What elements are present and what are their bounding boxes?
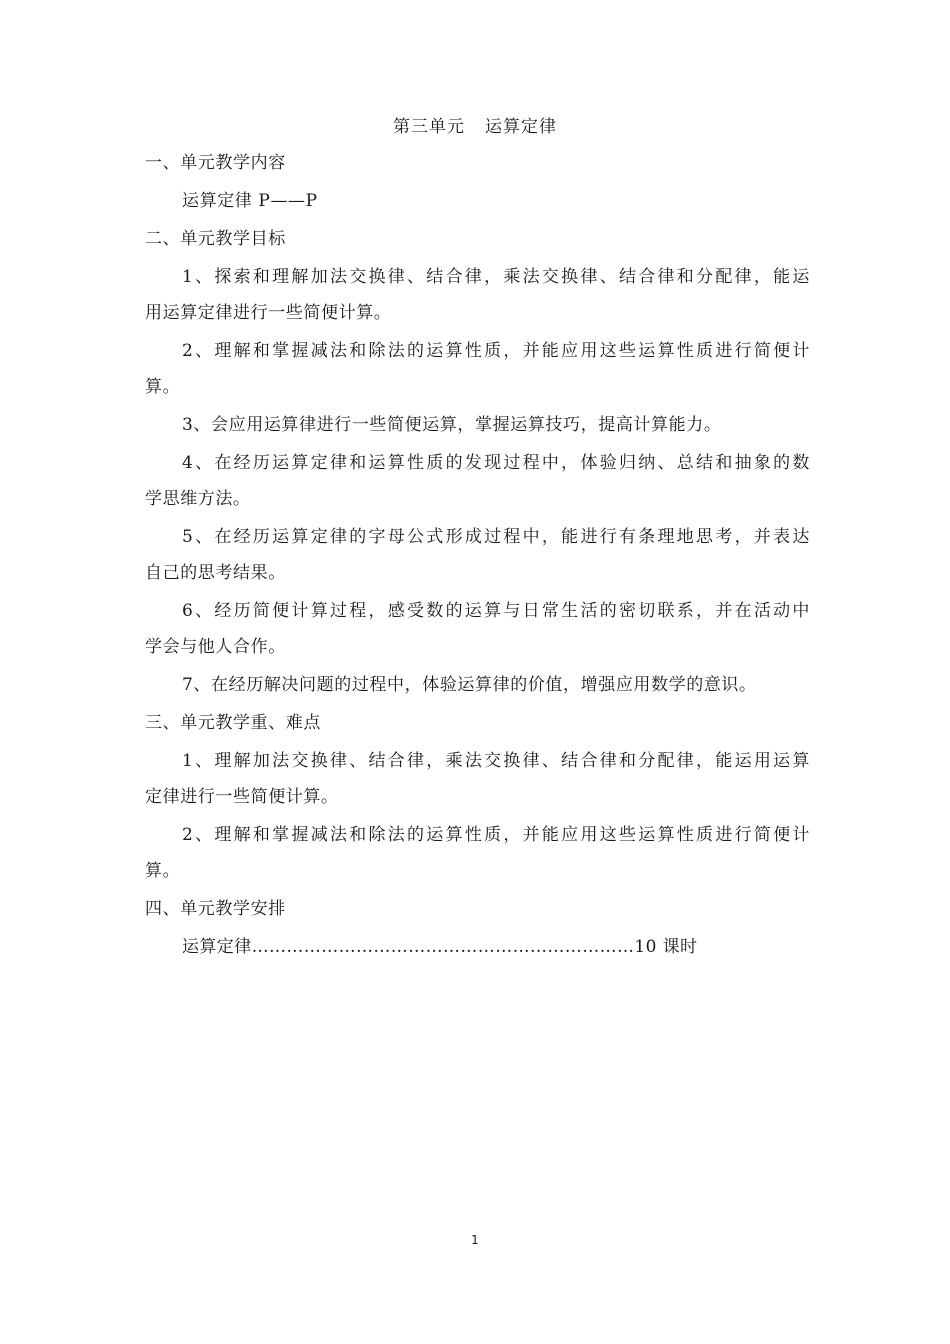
objective-6-line-2: 学会与他人合作。: [145, 637, 286, 657]
objective-3-line-1: 3、会应用运算律进行一些简便运算，掌握运算技巧，提高计算能力。: [182, 415, 722, 435]
content-text: 运算定律 P——P: [182, 191, 318, 211]
key-point-2-line-1: 2、理解和掌握减法和除法的运算性质，并能应用这些运算性质进行简便计: [182, 825, 810, 845]
title-unit: 第三单元: [393, 117, 465, 137]
schedule-row: [182, 934, 810, 960]
title-topic: 运算定律: [485, 117, 557, 137]
page-number: 1: [471, 1233, 479, 1247]
objective-4-line-2: 学思维方法。: [145, 489, 251, 509]
section-heading-key-points: 三、单元教学重、难点: [145, 713, 321, 733]
section-heading-content: 一、单元教学内容: [145, 153, 286, 173]
schedule-hours: 10 课时: [634, 937, 698, 957]
objective-1-line-1: 1、探索和理解加法交换律、结合律，乘法交换律、结合律和分配律，能运: [182, 267, 810, 287]
objective-6-line-1: 6、经历简便计算过程，感受数的运算与日常生活的密切联系，并在活动中: [182, 601, 810, 621]
key-point-1-line-2: 定律进行一些简便计算。: [145, 787, 339, 807]
objective-1-line-2: 用运算定律进行一些简便计算。: [145, 303, 392, 323]
schedule-leader-dots: …………………………………………………………: [251, 937, 635, 957]
document-title: [0, 114, 950, 140]
section-heading-objectives: 二、单元教学目标: [145, 229, 286, 249]
section-heading-schedule: 四、单元教学安排: [145, 899, 286, 919]
objective-5-line-2: 自己的思考结果。: [145, 563, 286, 583]
schedule-item: 运算定律: [182, 937, 252, 957]
key-point-1-line-1: 1、理解加法交换律、结合律，乘法交换律、结合律和分配律，能运用运算: [182, 751, 810, 771]
key-point-2-line-2: 算。: [145, 861, 181, 881]
objective-5-line-1: 5、在经历运算定律的字母公式形成过程中，能进行有条理地思考，并表达: [182, 527, 810, 547]
objective-2-line-1: 2、理解和掌握减法和除法的运算性质，并能应用这些运算性质进行简便计: [182, 341, 810, 361]
objective-4-line-1: 4、在经历运算定律和运算性质的发现过程中，体验归纳、总结和抽象的数: [182, 453, 810, 473]
objective-7-line-1: 7、在经历解决问题的过程中，体验运算律的价值，增强应用数学的意识。: [182, 675, 757, 695]
objective-2-line-2: 算。: [145, 377, 181, 397]
